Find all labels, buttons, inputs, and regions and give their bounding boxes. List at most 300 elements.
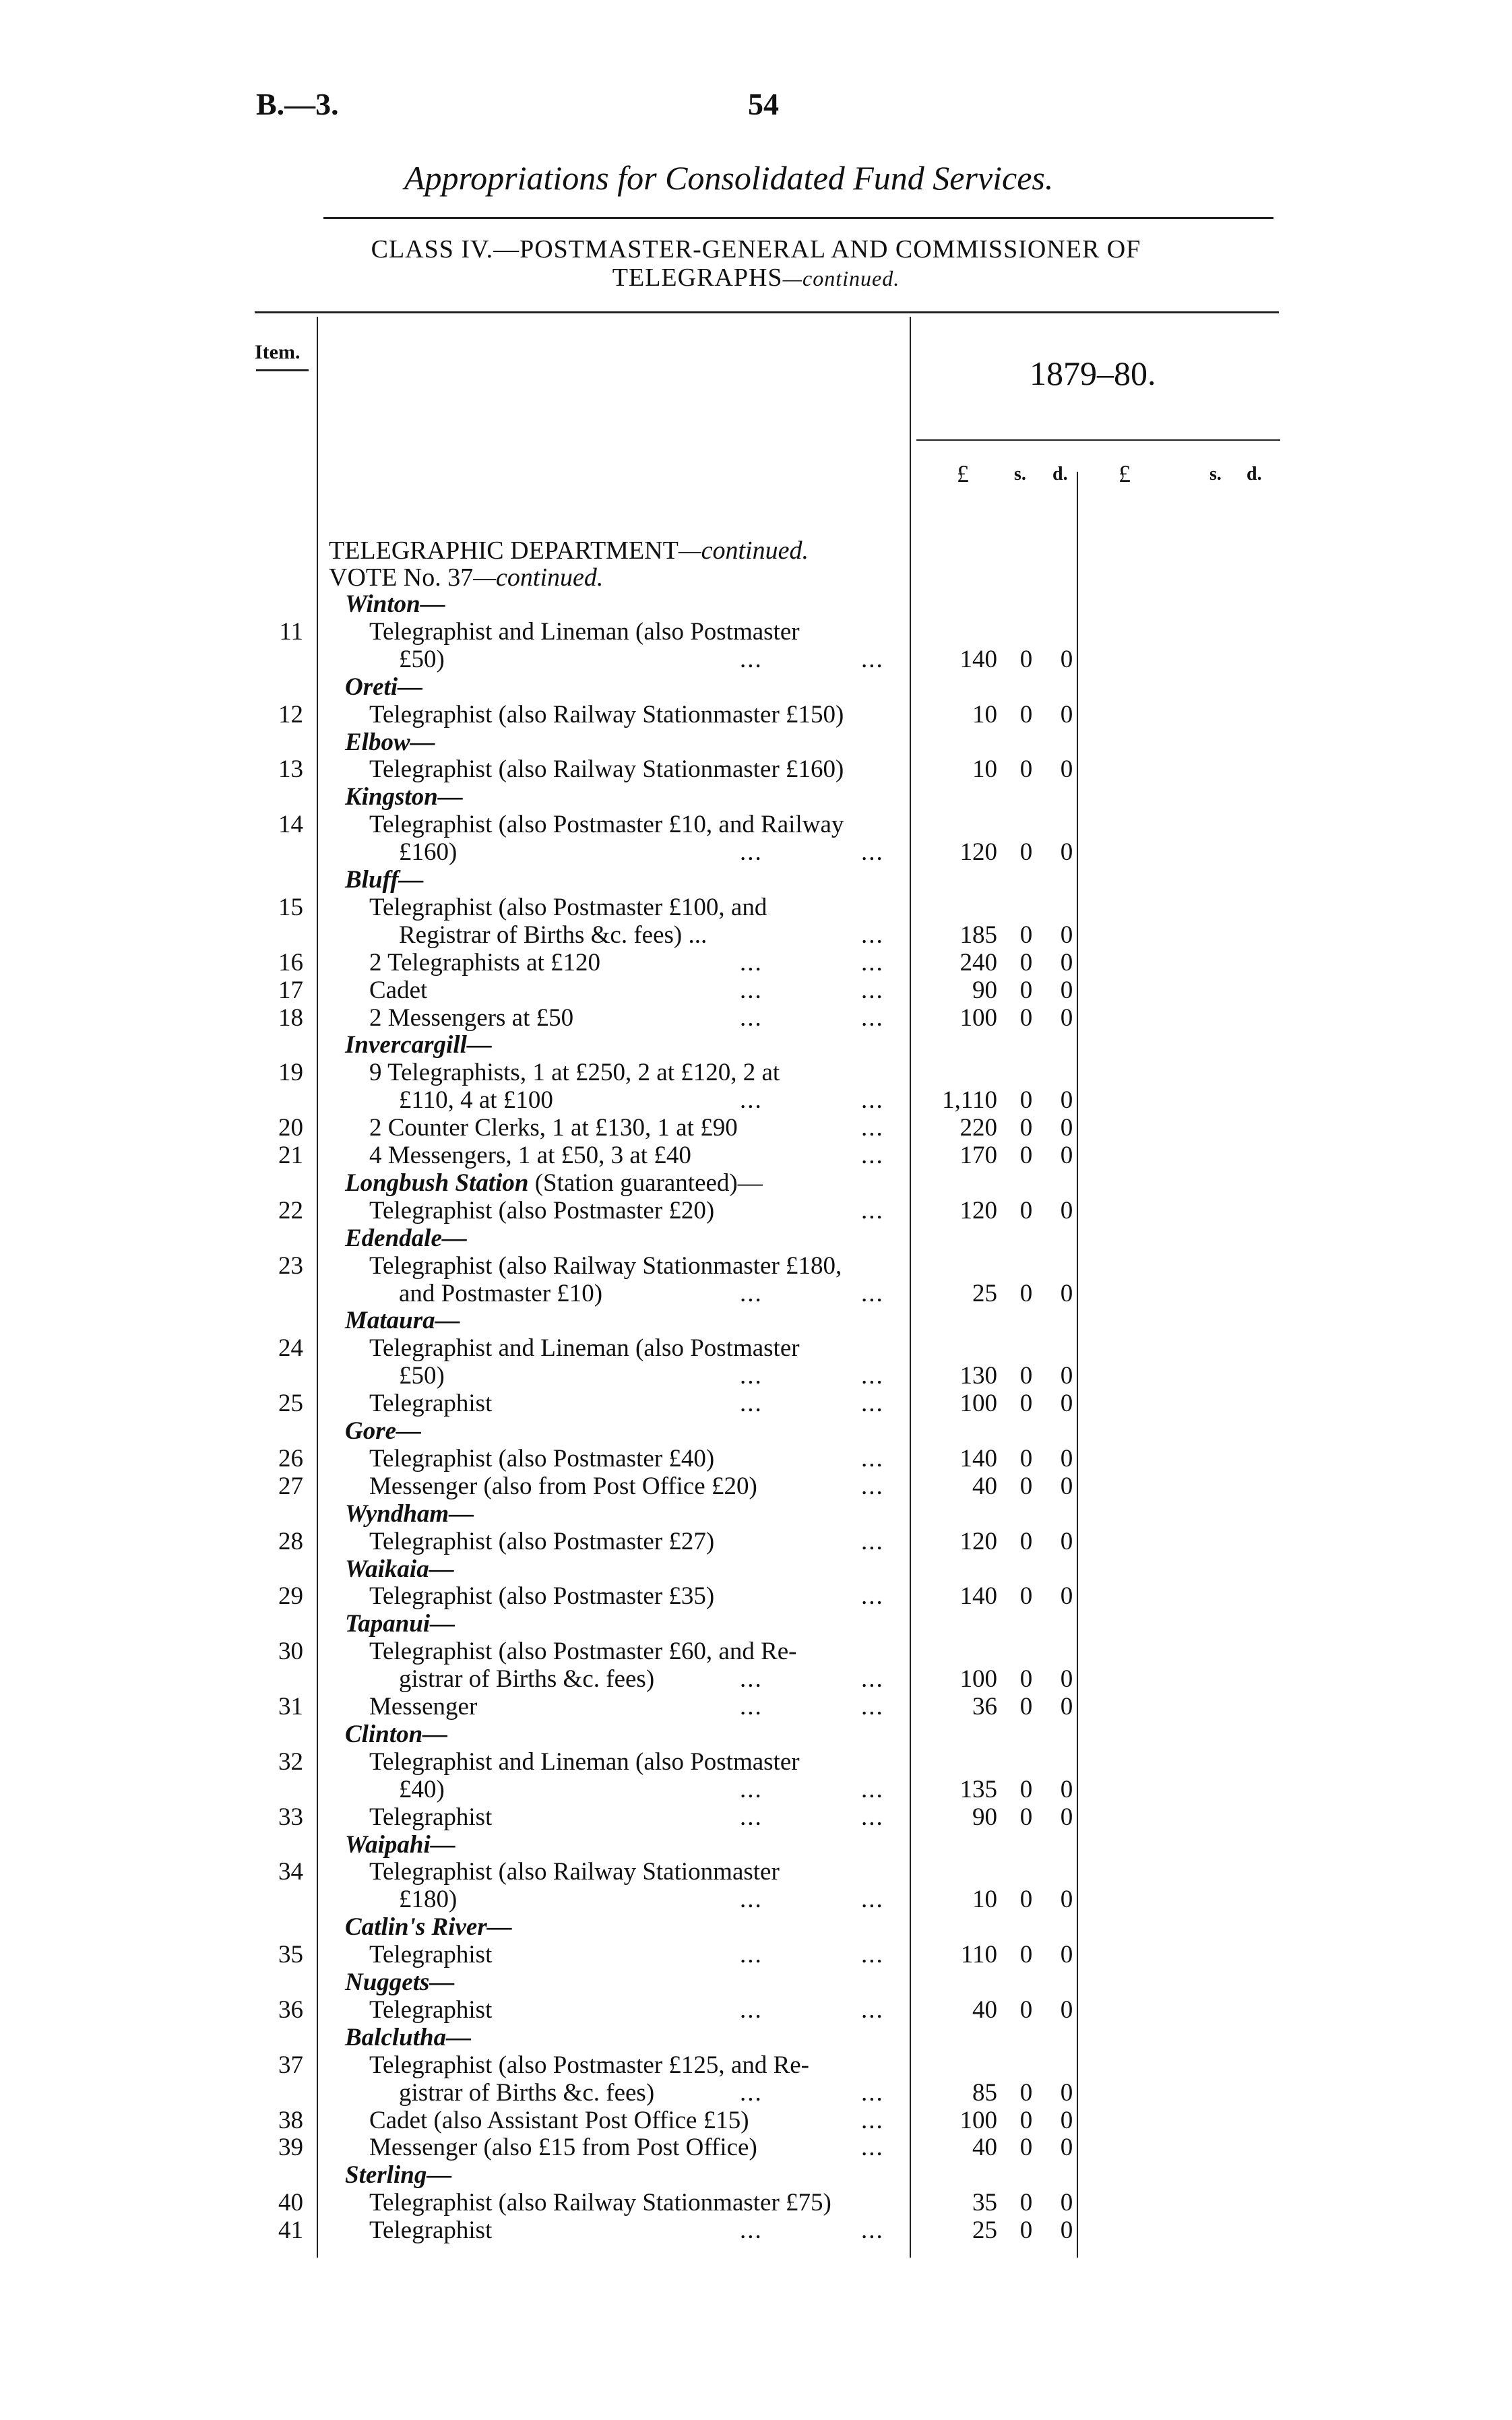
table-row [0, 1143, 1512, 1169]
leader-dots: ... [740, 1003, 763, 1032]
table-row [0, 1859, 1512, 1885]
leader-dots: ... [861, 2134, 884, 2162]
location-heading [345, 2025, 471, 2051]
table-row [0, 2218, 1512, 2243]
item-number: 12 [278, 700, 303, 728]
section-heading-row [0, 1557, 1512, 1582]
title-rule [323, 217, 1273, 219]
location-heading [345, 730, 435, 755]
amount-pounds: 170 [959, 1142, 997, 1169]
amount-pounds: 110 [960, 1941, 997, 1969]
leader-dots: ... [740, 1665, 763, 1694]
table-row [0, 619, 1512, 645]
leader-dots: ... [861, 1527, 884, 1555]
table-row [0, 812, 1512, 838]
table-row [0, 1198, 1512, 1224]
amount-pounds: 35 [972, 2189, 997, 2217]
amount-pounds: 135 [959, 1775, 997, 1803]
table-row [0, 1088, 1512, 1113]
location-name: Edendale— [345, 1224, 467, 1252]
table-row [0, 1060, 1512, 1086]
leader-dots: ... [740, 1775, 763, 1803]
item-description-continued: Registrar of Births &c. fees) ... [399, 921, 707, 949]
section-heading-row [0, 1308, 1512, 1334]
leader-dots: ... [861, 645, 884, 673]
item-number: 40 [278, 2189, 303, 2217]
class-heading-main: TELEGRAPHS [612, 263, 783, 292]
amount-pounds: 100 [959, 2106, 997, 2134]
amount-pence: 0 [1060, 700, 1073, 728]
location-name: Bluff— [345, 866, 424, 894]
amount-shillings: 0 [1019, 1693, 1033, 1720]
amount-pence: 0 [1060, 1362, 1073, 1390]
item-description: Telegraphist and Lineman (also Postmaster [369, 1334, 800, 1363]
amount-shillings: 0 [1019, 1114, 1033, 1142]
location-heading [345, 1501, 474, 1527]
item-description-continued: £160) [399, 838, 458, 867]
amount-pence: 0 [1060, 1527, 1073, 1555]
table-row [0, 1446, 1512, 1472]
leader-dots: ... [861, 1582, 884, 1611]
item-description: Telegraphist [369, 1941, 493, 1969]
item-number: 23 [278, 1251, 303, 1280]
item-description-continued: £40) [399, 1775, 445, 1803]
item-number: 21 [278, 1142, 303, 1169]
item-number: 27 [278, 1472, 303, 1500]
amount-pounds: 130 [959, 1362, 997, 1390]
item-number: 24 [278, 1334, 303, 1363]
amount-pence: 0 [1060, 1444, 1073, 1472]
item-number: 20 [278, 1114, 303, 1142]
leader-dots: ... [861, 1279, 884, 1307]
amount-pence: 0 [1060, 645, 1073, 673]
item-description: 2 Counter Clerks, 1 at £130, 1 at £90 [369, 1114, 738, 1142]
amount-shillings: 0 [1019, 1472, 1033, 1500]
table-top-rule [255, 311, 1279, 313]
location-name: Kingston— [345, 783, 463, 811]
amount-pence: 0 [1060, 1693, 1073, 1720]
item-description-continued: £180) [399, 1886, 458, 1914]
item-description: Telegraphist (also Railway Stationmaster £75) [369, 2189, 831, 2217]
item-description: Telegraphist (also Railway Stationmaster £160) [369, 755, 844, 784]
amount-pence: 0 [1060, 2189, 1073, 2217]
location-heading [345, 1171, 763, 1196]
item-description: 9 Telegraphists, 1 at £250, 2 at £120, 2 at [369, 1059, 780, 1087]
amount-pounds: 120 [959, 1196, 997, 1224]
table-row [0, 2135, 1512, 2161]
amount-pounds: 90 [972, 976, 997, 1004]
table-row [0, 1997, 1512, 2023]
amount-pence: 0 [1060, 2106, 1073, 2134]
leader-dots: ... [861, 1775, 884, 1803]
leader-dots: ... [861, 2106, 884, 2134]
location-name: Sterling— [345, 2161, 452, 2190]
department-heading [329, 536, 809, 565]
leader-dots: ... [740, 1362, 763, 1390]
item-description: Telegraphist (also Postmaster £60, and Re- [369, 1638, 797, 1666]
table-row [0, 950, 1512, 976]
amount-shillings: 0 [1019, 1086, 1033, 1115]
section-heading-row [0, 592, 1512, 617]
leader-dots: ... [861, 1362, 884, 1390]
leader-dots: ... [861, 1086, 884, 1115]
department-name: TELEGRAPHIC DEPARTMENT [329, 536, 679, 565]
location-name: Waipahi— [345, 1830, 455, 1859]
leader-dots: ... [861, 1665, 884, 1694]
item-description: 2 Telegraphists at £120 [369, 948, 601, 976]
location-name: Catlin's River— [345, 1913, 512, 1942]
item-description: Telegraphist [369, 1390, 493, 1418]
item-description: Telegraphist (also Postmaster £20) [369, 1196, 715, 1224]
amount-shillings: 0 [1019, 645, 1033, 673]
leader-dots: ... [861, 1995, 884, 2024]
amount-pence: 0 [1060, 1279, 1073, 1307]
amount-pounds: 85 [972, 2078, 997, 2107]
table-row [0, 1005, 1512, 1031]
item-number: 37 [278, 2051, 303, 2079]
location-heading [345, 1226, 467, 1251]
vote-suffix: —continued. [473, 563, 604, 592]
item-description-continued: gistrar of Births &c. fees) [399, 1665, 655, 1694]
section-heading-row [0, 730, 1512, 755]
item-description: Telegraphist (also Railway Stationmaster £150) [369, 700, 844, 728]
amount-pounds: 100 [959, 1665, 997, 1694]
location-heading [345, 784, 463, 810]
leader-dots: ... [740, 1390, 763, 1418]
location-name: Oreti— [345, 673, 423, 701]
leader-dots: ... [740, 645, 763, 673]
amount-shillings: 0 [1019, 1665, 1033, 1694]
section-heading-row [0, 1419, 1512, 1444]
class-heading-suffix: —continued. [782, 266, 900, 290]
location-heading [345, 1557, 454, 1582]
item-header-underline [256, 369, 309, 371]
location-heading [345, 1308, 460, 1334]
item-column-header: Item. [255, 341, 301, 363]
item-number: 41 [278, 2216, 303, 2245]
amount-pounds: 40 [972, 1995, 997, 2024]
item-number: 33 [278, 1803, 303, 1831]
item-description: Cadet [369, 976, 428, 1004]
table-row [0, 923, 1512, 948]
location-name: Longbush Station [345, 1169, 529, 1197]
item-description: Telegraphist (also Postmaster £40) [369, 1444, 715, 1472]
table-row [0, 1281, 1512, 1307]
leader-dots: ... [861, 1142, 884, 1169]
department-suffix: —continued. [678, 536, 809, 565]
leader-dots: ... [861, 1941, 884, 1969]
pound-column-header: £ [957, 460, 969, 487]
amount-shillings: 0 [1019, 2189, 1033, 2217]
amount-pence: 0 [1060, 1390, 1073, 1418]
item-description: Telegraphist and Lineman (also Postmaster [369, 1747, 800, 1776]
leader-dots: ... [861, 1693, 884, 1720]
amount-pounds: 10 [972, 1886, 997, 1914]
amount-shillings: 0 [1019, 1390, 1033, 1418]
location-name: Waikaia— [345, 1555, 454, 1583]
section-heading-row [0, 1171, 1512, 1196]
leader-dots: ... [861, 1390, 884, 1418]
leader-dots: ... [861, 1472, 884, 1500]
location-heading [345, 1970, 454, 1995]
table-row [0, 1777, 1512, 1803]
table-row [0, 1474, 1512, 1499]
location-heading [345, 592, 445, 617]
amount-pence: 0 [1060, 948, 1073, 976]
item-number: 15 [278, 893, 303, 921]
leader-dots: ... [861, 948, 884, 976]
section-heading-row [0, 867, 1512, 893]
amount-pence: 0 [1060, 838, 1073, 867]
table-row [0, 1749, 1512, 1775]
item-description: Messenger [369, 1693, 478, 1720]
amount-pounds: 40 [972, 2134, 997, 2162]
table-row [0, 1363, 1512, 1389]
amount-shillings: 0 [1019, 1995, 1033, 2024]
section-heading-row [0, 1611, 1512, 1637]
location-name: Nuggets— [345, 1968, 455, 1996]
amount-shillings: 0 [1019, 755, 1033, 784]
section-heading-row [0, 675, 1512, 700]
item-description: Telegraphist (also Postmaster £35) [369, 1582, 715, 1611]
item-description: Telegraphist (also Postmaster £125, and Re- [369, 2051, 809, 2079]
amount-pounds: 140 [959, 645, 997, 673]
location-name: Elbow— [345, 728, 435, 756]
leader-dots: ... [861, 1196, 884, 1224]
section-heading-row [0, 1501, 1512, 1527]
leader-dots: ... [740, 976, 763, 1004]
table-row [0, 1336, 1512, 1361]
table-row [0, 1391, 1512, 1417]
item-number: 18 [278, 1003, 303, 1032]
item-number: 25 [278, 1390, 303, 1418]
amount-pounds: 185 [959, 921, 997, 949]
shilling-column-header: s. [1014, 464, 1026, 485]
document-reference: B.—3. [256, 87, 339, 121]
page-title: Appropriations for Consolidated Fund Services. [404, 159, 1054, 197]
leader-dots: ... [740, 2216, 763, 2245]
amount-shillings: 0 [1019, 1775, 1033, 1803]
class-heading-line1: CLASS IV.—POSTMASTER-GENERAL AND COMMISSIONER OF [371, 235, 1141, 263]
amount-shillings: 0 [1019, 838, 1033, 867]
amount-shillings: 0 [1019, 1582, 1033, 1611]
section-heading-row [0, 1970, 1512, 1995]
vote-heading [329, 563, 603, 592]
item-number: 11 [279, 617, 303, 646]
amount-pounds: 25 [972, 2216, 997, 2245]
leader-dots: ... [740, 1803, 763, 1831]
item-number: 19 [278, 1059, 303, 1087]
amount-pence: 0 [1060, 1003, 1073, 1032]
leader-dots: ... [740, 2078, 763, 2107]
amount-pounds: 36 [972, 1693, 997, 1720]
leader-dots: ... [861, 976, 884, 1004]
location-heading [345, 1611, 455, 1637]
item-description: Telegraphist and Lineman (also Postmaster [369, 617, 800, 646]
amount-pounds: 220 [959, 1114, 997, 1142]
leader-dots: ... [740, 1995, 763, 2024]
location-heading [345, 867, 424, 893]
amount-pence: 0 [1060, 1196, 1073, 1224]
pound-column-header-2: £ [1119, 460, 1131, 487]
amount-pounds: 40 [972, 1472, 997, 1500]
amount-pounds: 120 [959, 838, 997, 867]
amount-pence: 0 [1060, 976, 1073, 1004]
amount-shillings: 0 [1019, 1527, 1033, 1555]
item-description-continued: £110, 4 at £100 [399, 1086, 553, 1115]
amount-pence: 0 [1060, 2078, 1073, 2107]
location-name: Mataura— [345, 1307, 460, 1335]
leader-dots: ... [861, 2216, 884, 2245]
item-number: 14 [278, 811, 303, 839]
amount-pence: 0 [1060, 1114, 1073, 1142]
leader-dots: ... [861, 2078, 884, 2107]
table-row [0, 1667, 1512, 1692]
amount-pence: 0 [1060, 1086, 1073, 1115]
item-description: Telegraphist [369, 1803, 493, 1831]
amount-pounds: 240 [959, 948, 997, 976]
table-row [0, 895, 1512, 921]
item-number: 30 [278, 1638, 303, 1666]
table-row [0, 2080, 1512, 2106]
table-row [0, 1887, 1512, 1913]
item-description: Telegraphist [369, 2216, 493, 2245]
amount-pounds: 140 [959, 1444, 997, 1472]
item-number: 26 [278, 1444, 303, 1472]
table-row [0, 1584, 1512, 1609]
amount-shillings: 0 [1019, 1196, 1033, 1224]
location-note: (Station guaranteed)— [528, 1169, 763, 1197]
item-number: 34 [278, 1858, 303, 1886]
item-description-continued: and Postmaster £10) [399, 1279, 603, 1307]
item-description: Messenger (also £15 from Post Office) [369, 2134, 757, 2162]
item-number: 39 [278, 2134, 303, 2162]
leader-dots: ... [861, 1803, 884, 1831]
amount-pence: 0 [1060, 755, 1073, 784]
item-number: 29 [278, 1582, 303, 1611]
year-header: 1879–80. [1030, 354, 1156, 392]
table-row [0, 2108, 1512, 2134]
table-row [0, 1253, 1512, 1279]
item-description: Telegraphist (also Postmaster £100, and [369, 893, 767, 921]
amount-pounds: 1,110 [942, 1086, 997, 1115]
item-number: 22 [278, 1196, 303, 1224]
amount-shillings: 0 [1019, 2106, 1033, 2134]
location-name: Invercargill— [345, 1031, 492, 1059]
section-heading-row [0, 1832, 1512, 1858]
amount-shillings: 0 [1019, 1803, 1033, 1831]
amount-shillings: 0 [1019, 921, 1033, 949]
location-name: Wyndham— [345, 1499, 474, 1528]
amount-pounds: 10 [972, 755, 997, 784]
item-number: 35 [278, 1941, 303, 1969]
item-description: 4 Messengers, 1 at £50, 3 at £40 [369, 1142, 691, 1169]
amount-shillings: 0 [1019, 1362, 1033, 1390]
leader-dots: ... [740, 1941, 763, 1969]
item-number: 32 [278, 1747, 303, 1776]
amount-pounds: 25 [972, 1279, 997, 1307]
section-heading-row [0, 1226, 1512, 1251]
leader-dots: ... [861, 1003, 884, 1032]
amount-shillings: 0 [1019, 1003, 1033, 1032]
table-row [0, 1529, 1512, 1555]
location-name: Clinton— [345, 1720, 448, 1748]
amount-pence: 0 [1060, 1941, 1073, 1969]
table-row [0, 1805, 1512, 1830]
location-heading [345, 1722, 447, 1747]
table-row [0, 757, 1512, 782]
item-description-continued: £50) [399, 1362, 445, 1390]
amount-pence: 0 [1060, 1582, 1073, 1611]
table-row [0, 840, 1512, 865]
amount-shillings: 0 [1019, 1142, 1033, 1169]
vote-name: VOTE No. 37 [329, 563, 474, 592]
location-heading [345, 675, 422, 700]
item-description-continued: £50) [399, 645, 445, 673]
location-name: Tapanui— [345, 1610, 455, 1638]
location-name: Gore— [345, 1417, 422, 1445]
item-number: 13 [278, 755, 303, 784]
year-underline [916, 439, 1280, 441]
amount-pence: 0 [1060, 1803, 1073, 1831]
amount-pounds: 100 [959, 1390, 997, 1418]
table-row [0, 702, 1512, 728]
item-description: Telegraphist (also Postmaster £27) [369, 1527, 715, 1555]
location-name: Winton— [345, 590, 445, 618]
item-description: Cadet (also Assistant Post Office £15) [369, 2106, 749, 2134]
amount-shillings: 0 [1019, 700, 1033, 728]
amount-pounds: 140 [959, 1582, 997, 1611]
leader-dots: ... [740, 838, 763, 867]
class-heading-line2 [0, 263, 1512, 292]
table-row [0, 1694, 1512, 1720]
amount-pence: 0 [1060, 1995, 1073, 2024]
location-heading [345, 2163, 451, 2188]
amount-shillings: 0 [1019, 976, 1033, 1004]
amount-pence: 0 [1060, 2216, 1073, 2245]
leader-dots: ... [861, 1444, 884, 1472]
shilling-column-header-2: s. [1209, 464, 1222, 485]
amount-shillings: 0 [1019, 2216, 1033, 2245]
location-heading [345, 1832, 455, 1858]
amount-shillings: 0 [1019, 1279, 1033, 1307]
item-description: Telegraphist (also Railway Stationmaster £180, [369, 1251, 842, 1280]
item-number: 28 [278, 1527, 303, 1555]
leader-dots: ... [861, 1886, 884, 1914]
amount-pounds: 120 [959, 1527, 997, 1555]
item-number: 38 [278, 2106, 303, 2134]
item-description: Telegraphist (also Railway Stationmaster [369, 1858, 780, 1886]
table-row [0, 2053, 1512, 2078]
section-heading-row [0, 2163, 1512, 2188]
amount-pounds: 10 [972, 700, 997, 728]
pence-column-header-2: d. [1247, 464, 1262, 485]
leader-dots: ... [740, 948, 763, 976]
amount-pounds: 100 [959, 1003, 997, 1032]
table-row [0, 1639, 1512, 1665]
amount-shillings: 0 [1019, 948, 1033, 976]
section-heading-row [0, 1722, 1512, 1747]
amount-pence: 0 [1060, 1886, 1073, 1914]
amount-pence: 0 [1060, 1665, 1073, 1694]
table-row [0, 2190, 1512, 2216]
amount-pence: 0 [1060, 921, 1073, 949]
amount-shillings: 0 [1019, 1886, 1033, 1914]
amount-pence: 0 [1060, 1775, 1073, 1803]
table-row [0, 978, 1512, 1003]
item-description-continued: gistrar of Births &c. fees) [399, 2078, 655, 2107]
table-row [0, 647, 1512, 673]
